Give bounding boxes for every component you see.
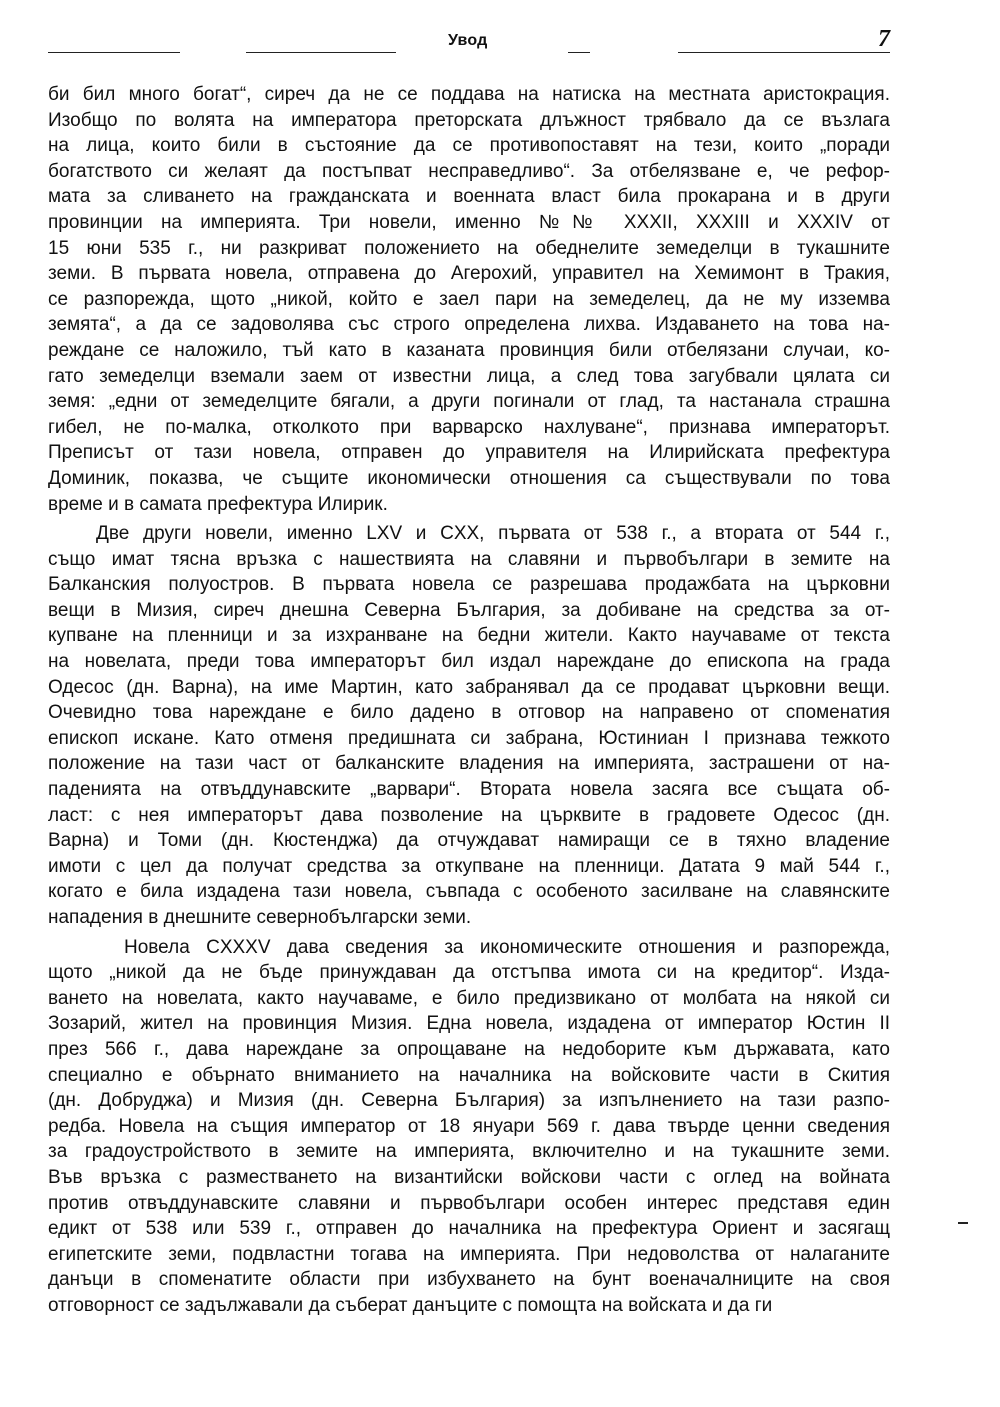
text-line: купване на пленници и за изхранване на бедни жители. Както научаваме от текста <box>48 625 890 647</box>
header-rule-left-2 <box>246 52 396 53</box>
text-line: за градоустройството в земите на империята, включително и на тукашните земи. <box>48 1141 890 1163</box>
text-line: земи. В първата новела, отправена до Агерохий, управител на Хемимонт в Тракия, <box>48 263 890 285</box>
text-line: ването на новелата, както научаваме, е било предизвикано от молбата на някой си <box>48 987 890 1009</box>
text-line: специално е обърнато вниманието на началника на войсковите части в Скития <box>48 1064 890 1086</box>
text-line: (дн. Добруджа) и Мизия (дн. Северна България) за изпълнението на тази разпо- <box>48 1090 890 1112</box>
text-line: земя: „едни от земеделците бягали, а други погинали от глад, та настанала страшна <box>48 391 890 413</box>
text-line: едикт от 538 или 539 г., отправен до началника на префектура Ориент и засягащ <box>48 1218 890 1240</box>
text-line: Във връзка с разместването на византийски войскови части с оглед на войната <box>48 1166 890 1188</box>
text-line: когато е била издадена тази новела, съвпада с особеното засилване на славянските <box>48 881 890 903</box>
running-title: Увод <box>448 32 488 49</box>
text-line: Доминик, показва, че същите икономически отношения са съществували по това <box>48 467 890 489</box>
text-line: Одесос (дн. Варна), на име Мартин, като забранявал да се продават църковни вещи. <box>48 676 890 698</box>
text-line: би бил много богат“, сиреч да не се поддава на натиска на местната аристокрация. <box>48 84 890 105</box>
text-line: Новела CXXXV дава сведения за икономическите отношения и разпорежда, <box>124 936 890 958</box>
text-line: Две други новели, именно LXV и CXX, първата от 538 г., а втората от 544 г., <box>96 523 890 545</box>
text-line: Балканския полуостров. В първата новела се разрешава продажбата на църковни <box>48 574 890 596</box>
text-line: египетските земи, подвластни тогава на империята. При недоволства от налаганите <box>48 1243 890 1265</box>
text-line: редба. Новела на същия император от 18 януари 569 г. дава твърде ценни сведения <box>48 1115 890 1137</box>
text-line: богатството си желаят да постъпват несправедливо“. За отбелязване е, че рефор- <box>48 160 890 182</box>
text-line: на новелата, преди това императорът бил издал нареждане до епископа на града <box>48 651 890 673</box>
body-text <box>48 82 890 1319</box>
text-line: мата за сливането на гражданската и военната власт била прокарана и в други <box>48 186 890 208</box>
text-line: Зозарий, жител на провинция Мизия. Една новела, издадена от император Юстин II <box>48 1013 890 1035</box>
text-line: ласт: с нея императорът дава позволение на църквите в градовете Одесос (дн. <box>48 804 890 826</box>
text-line: на лица, които били в състояние да се противопоставят на тези, които „поради <box>48 135 890 157</box>
text-line: 15 юни 535 г., ни разкриват положението на обеднелите земеделци в тукашните <box>48 237 890 259</box>
text-line: имоти с цел да получат средства за откупване на пленници. Датата 9 май 544 г., <box>48 855 890 877</box>
text-line: също имат тясна връзка с нашествията на славяни и първобългари в земите на <box>48 548 890 570</box>
text-line: положение на тази част от балканските владения на империята, застрашени от на- <box>48 753 890 775</box>
text-line: реждане се наложило, тъй като в казаната провинция били отбелязани случаи, ко- <box>48 339 890 361</box>
text-line: Изобщо по волята на императора преторската длъжност трябвало да се възлага <box>48 109 890 131</box>
text-line: Преписът от тази новела, отправен до управителя на Илирийската префектура <box>48 442 890 464</box>
text-line: провинции на империята. Три новели, именно №№ XXXII, XXXIII и XXXIV от <box>48 211 890 233</box>
header-rule-right <box>678 52 890 53</box>
text-line: данъци в споменатите области при избухването на бунт военачалниците на своя <box>48 1269 890 1291</box>
text-line: отговорност се задължавали да съберат данъците с помощта на войската и да ги <box>48 1294 773 1316</box>
text-line: щото „никой да не бъде принуждаван да отстъпва имота си на кредитор“. Изда- <box>48 962 890 984</box>
text-line: против отвъддунавските славяни и първобългари особен интерес представя един <box>48 1192 890 1214</box>
text-line: Варна) и Томи (дн. Кюстенджа) да отчуждават намиращи се в тяхно владение <box>48 830 890 852</box>
paragraph <box>48 82 890 517</box>
text-line: паденията на отвъддунавските „варвари“. Втората новела засяга все същата об- <box>48 779 890 801</box>
text-line: гато земеделци вземали заем от известни лица, а след това загубвали цялата си <box>48 365 890 387</box>
text-line: време и в самата префектура Илирик. <box>48 493 388 515</box>
text-line: нападения в днешните севернобългарски земи. <box>48 907 472 928</box>
paragraph <box>48 521 890 931</box>
paragraph <box>48 935 890 1319</box>
header-rule-left <box>48 52 180 53</box>
page-number: 7 <box>878 26 890 52</box>
margin-dash-mark <box>958 1222 968 1224</box>
text-line: епископ искане. Като отменя предишната си забрана, Юстиниан I признава тежкото <box>48 727 890 749</box>
text-line: вещи в Мизия, сиреч днешна Северна България, за добиване на средства за от- <box>48 599 890 621</box>
header-rule-right-short <box>568 52 590 53</box>
text-line: през 566 г., дава нареждане за опрощаване на недоборите към държавата, като <box>48 1038 890 1060</box>
text-line: гибел, не по-малка, отколкото при варварско нахлуване“, признава императорът. <box>48 416 890 438</box>
text-line: земята“, а да се задоволява със строго определена лихва. Издаването на това на- <box>48 314 890 336</box>
text-line: се разпорежда, щото „никой, който е заел пари на земеделец, да не му изземва <box>48 288 890 310</box>
page-header <box>48 22 890 62</box>
text-line: Очевидно това нареждане е било дадено в отговор на направено от споменатия <box>48 702 890 724</box>
